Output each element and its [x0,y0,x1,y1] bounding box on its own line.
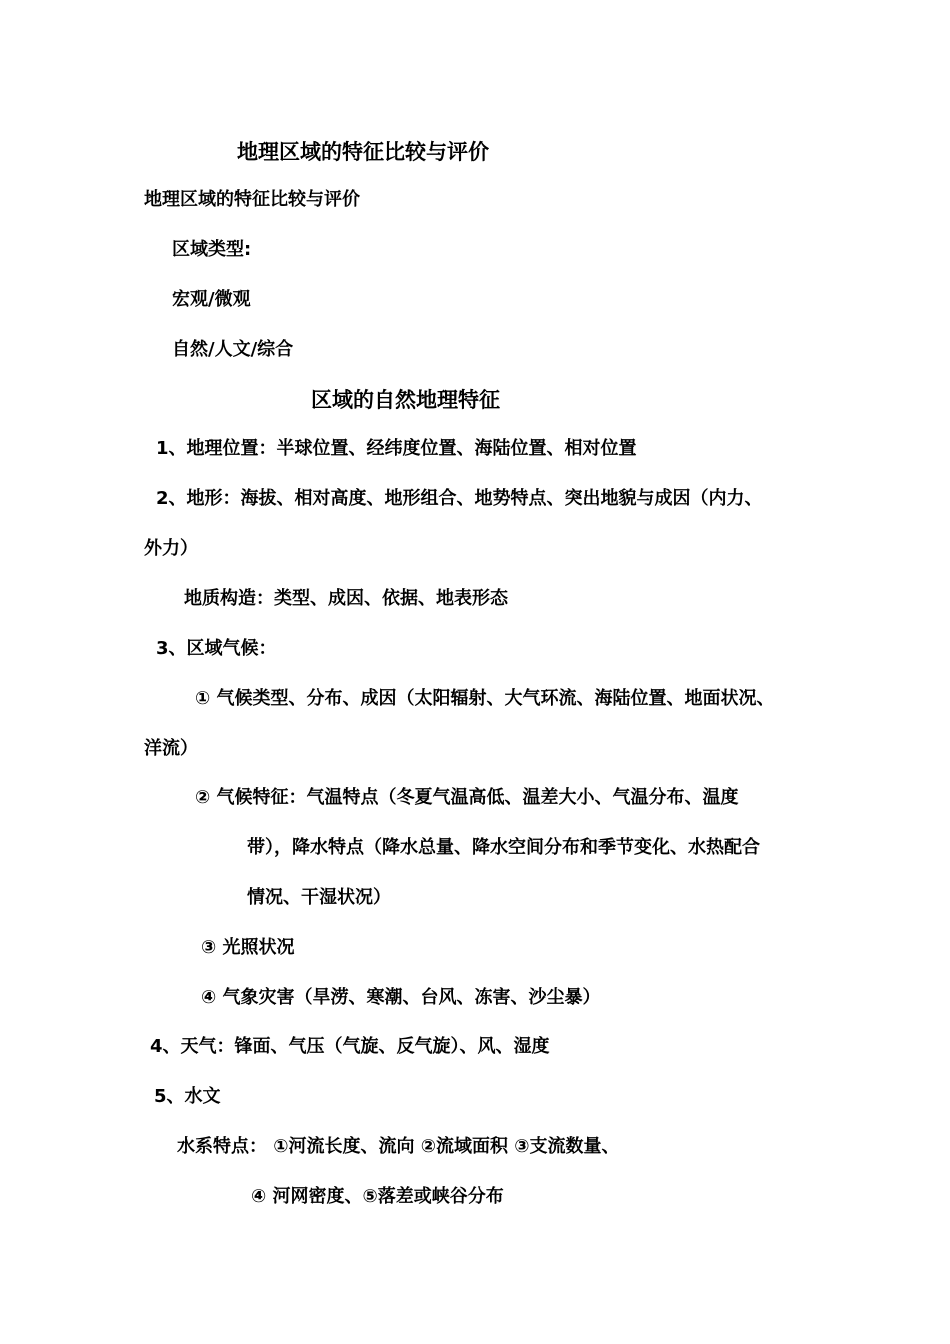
region-type-scale: 宏观/微观 [172,289,251,310]
region-type-nature: 自然/人文/综合 [172,339,294,360]
climate-type-line2: 洋流） [144,738,198,759]
document-title: 地理区域的特征比较与评价 [237,140,489,164]
document-subtitle: 地理区域的特征比较与评价 [144,189,360,210]
hydro-features-line2: ④ 河网密度、⑤落差或峡谷分布 [251,1186,504,1207]
item-terrain-line2: 外力） [144,538,198,559]
item-weather: 4、天气：锋面、气压（气旋、反气旋）、风、湿度 [150,1036,550,1057]
climate-disasters: ④ 气象灾害（旱涝、寒潮、台风、冻害、沙尘暴） [201,987,601,1008]
item-hydrology: 5、水文 [154,1086,221,1107]
climate-feature-line2: 带），降水特点（降水总量、降水空间分布和季节变化、水热配合 [247,837,760,858]
climate-feature-line1: ② 气候特征：气温特点（冬夏气温高低、温差大小、气温分布、温度 [195,787,739,808]
hydro-features-line1: 水系特点： ①河流长度、流向 ②流域面积 ③支流数量、 [177,1136,620,1157]
item-geographic-location: 1、地理位置：半球位置、经纬度位置、海陆位置、相对位置 [156,438,637,459]
region-types-label: 区域类型: [172,239,252,260]
item-regional-climate: 3、区域气候： [156,638,277,659]
item-terrain-line1: 2、地形：海拔、相对高度、地形组合、地势特点、突出地貌与成因（内力、 [156,488,763,509]
climate-sunlight: ③ 光照状况 [201,937,295,958]
climate-type-line1: ① 气候类型、分布、成因（太阳辐射、大气环流、海陆位置、地面状况、 [195,688,775,709]
section-title: 区域的自然地理特征 [311,388,500,412]
climate-feature-line3: 情况、干湿状况） [247,887,391,908]
geology-structure: 地质构造：类型、成因、依据、地表形态 [184,588,508,609]
